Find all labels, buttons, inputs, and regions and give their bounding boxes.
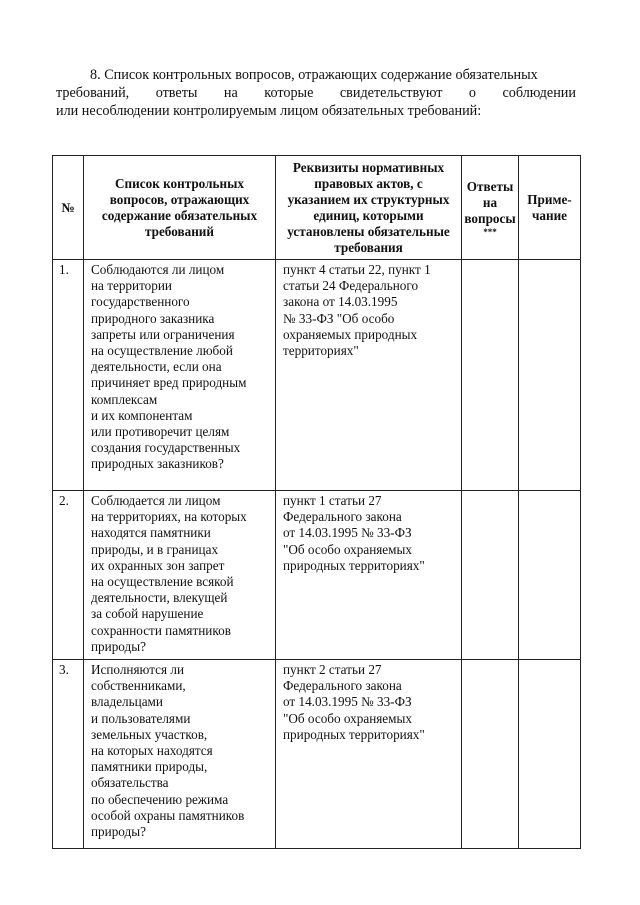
row-reference-line: природных территориях" bbox=[283, 557, 425, 573]
row-question-line: по обеспечению режима bbox=[91, 791, 229, 807]
table-row bbox=[53, 660, 581, 849]
row-question-line: Исполняются ли bbox=[91, 662, 185, 677]
intro-word: требований, bbox=[56, 85, 130, 101]
intro-word: на bbox=[223, 85, 238, 101]
header-note-line: чание bbox=[531, 207, 568, 223]
row-question-line: на осуществление любой bbox=[91, 343, 233, 359]
row-reference-line: территориях" bbox=[283, 343, 359, 359]
row-question-line: находятся памятники bbox=[91, 525, 211, 541]
row-reference-line: "Об особо охраняемых bbox=[283, 710, 412, 726]
row-reference-line: пункт 2 статьи 27 bbox=[283, 662, 382, 677]
header-question bbox=[84, 156, 276, 260]
intro-line-1-text: 8. Список контрольных вопросов, отражающих содержание обязательных bbox=[90, 67, 538, 83]
table-row bbox=[53, 491, 581, 660]
row-question-line: собственниками, bbox=[91, 678, 186, 694]
row-question-line: на которых находятся bbox=[91, 743, 213, 759]
header-answers-line: на bbox=[482, 194, 498, 210]
row-reference-line: № 33-ФЗ "Об особо bbox=[283, 310, 395, 326]
row-question-line: природы? bbox=[91, 824, 146, 840]
header-note bbox=[519, 156, 581, 260]
row-reference-line: статьи 24 Федерального bbox=[283, 278, 419, 294]
intro-word: которые bbox=[264, 85, 314, 101]
row-question-line: их охранных зон запрет bbox=[91, 557, 225, 573]
row-question-line: памятники природы, bbox=[91, 759, 208, 775]
row-reference-line: охраняемых природных bbox=[283, 326, 418, 342]
row-number: 3. bbox=[53, 660, 84, 849]
header-question-line: вопросов, отражающих bbox=[109, 191, 250, 207]
row-reference-line: Федерального закона bbox=[283, 509, 402, 525]
intro-line-2 bbox=[56, 84, 576, 102]
row-question-line: природного заказника bbox=[91, 310, 215, 326]
row-note-cell[interactable] bbox=[519, 260, 581, 491]
header-reference-line: правовых актов, с bbox=[314, 175, 423, 191]
table-header-row bbox=[53, 156, 581, 260]
row-answer-cell[interactable] bbox=[462, 660, 519, 849]
row-answer-cell[interactable] bbox=[462, 491, 519, 660]
intro-word: ответы bbox=[155, 85, 198, 101]
row-question-line: комплексам bbox=[91, 391, 158, 407]
row-reference bbox=[276, 260, 462, 491]
row-note-cell[interactable] bbox=[519, 491, 581, 660]
intro-paragraph bbox=[56, 66, 576, 120]
header-reference bbox=[276, 156, 462, 260]
row-question-line: на территории bbox=[91, 278, 172, 294]
row-reference-line: "Об особо охраняемых bbox=[283, 541, 412, 557]
row-question-line: земельных участков, bbox=[91, 726, 208, 742]
header-number: № bbox=[53, 156, 84, 260]
header-reference-line: Реквизиты нормативных bbox=[292, 159, 445, 175]
header-reference-line: указанием их структурных bbox=[287, 191, 450, 207]
row-question bbox=[84, 660, 276, 849]
header-answers-footnote: *** bbox=[483, 226, 497, 237]
row-question-line: запреты или ограничения bbox=[91, 326, 235, 342]
row-question-line: владельцами bbox=[91, 694, 163, 710]
row-question-line: создания государственных bbox=[91, 440, 241, 456]
row-question-line: природных заказников? bbox=[91, 456, 224, 472]
intro-word: о bbox=[468, 85, 476, 101]
intro-word: соблюдении bbox=[502, 85, 576, 101]
intro-line-3: или несоблюдении контролируемым лицом обязательных требований: bbox=[56, 103, 482, 119]
row-question-line: природы? bbox=[91, 638, 146, 654]
row-reference-line: закона от 14.03.1995 bbox=[283, 294, 398, 310]
row-question-line: причиняет вред природным bbox=[91, 375, 247, 391]
row-question-line: природы, и в границах bbox=[91, 541, 219, 557]
header-answers-line: Ответы bbox=[466, 178, 514, 194]
row-number: 1. bbox=[53, 260, 84, 491]
row-question bbox=[84, 491, 276, 660]
row-question-line: обязательства bbox=[91, 775, 169, 791]
header-reference-line: требования bbox=[334, 239, 403, 255]
row-question-line: деятельности, влекущей bbox=[91, 590, 228, 606]
row-question-line: и пользователями bbox=[91, 710, 191, 726]
row-question-line: сохранности памятников bbox=[91, 622, 231, 638]
row-reference-line: от 14.03.1995 № 33-ФЗ bbox=[283, 525, 412, 541]
table-row bbox=[53, 260, 581, 491]
requirements-table bbox=[52, 155, 581, 849]
row-question-line: Соблюдается ли лицом bbox=[91, 493, 221, 508]
header-question-line: содержание обязательных bbox=[101, 207, 258, 223]
row-number: 2. bbox=[53, 491, 84, 660]
row-question-line: особой охраны памятников bbox=[91, 807, 245, 823]
header-answers bbox=[462, 156, 519, 260]
header-question-line: требований bbox=[144, 223, 215, 239]
row-answer-cell[interactable] bbox=[462, 260, 519, 491]
row-question-line: государственного bbox=[91, 294, 190, 310]
row-reference-line: пункт 1 статьи 27 bbox=[283, 493, 382, 508]
row-reference bbox=[276, 491, 462, 660]
row-reference-line: от 14.03.1995 № 33-ФЗ bbox=[283, 694, 412, 710]
row-question-line: деятельности, если она bbox=[91, 359, 222, 375]
header-note-line: Приме- bbox=[527, 191, 572, 207]
intro-line-1 bbox=[56, 66, 576, 84]
row-question-line: и их компонентам bbox=[91, 407, 193, 423]
header-reference-line: установлены обязательные bbox=[287, 223, 450, 239]
row-question-line: или противоречит целям bbox=[91, 424, 230, 440]
header-question-line: Список контрольных bbox=[115, 175, 244, 191]
header-answers-line: вопросы bbox=[464, 210, 516, 226]
row-question bbox=[84, 260, 276, 491]
header-reference-line: единиц, которыми bbox=[313, 207, 424, 223]
row-note-cell[interactable] bbox=[519, 660, 581, 849]
row-reference-line: Федерального закона bbox=[283, 678, 402, 694]
row-question-line: на территориях, на которых bbox=[91, 509, 247, 525]
row-question-line: за собой нарушение bbox=[91, 606, 204, 622]
row-reference-line: пункт 4 статьи 22, пункт 1 bbox=[283, 262, 431, 277]
row-reference-line: природных территориях" bbox=[283, 726, 425, 742]
row-reference bbox=[276, 660, 462, 849]
row-question-line: Соблюдаются ли лицом bbox=[91, 262, 225, 277]
row-question-line: на осуществление всякой bbox=[91, 574, 234, 590]
intro-word: свидетельствуют bbox=[339, 85, 443, 101]
